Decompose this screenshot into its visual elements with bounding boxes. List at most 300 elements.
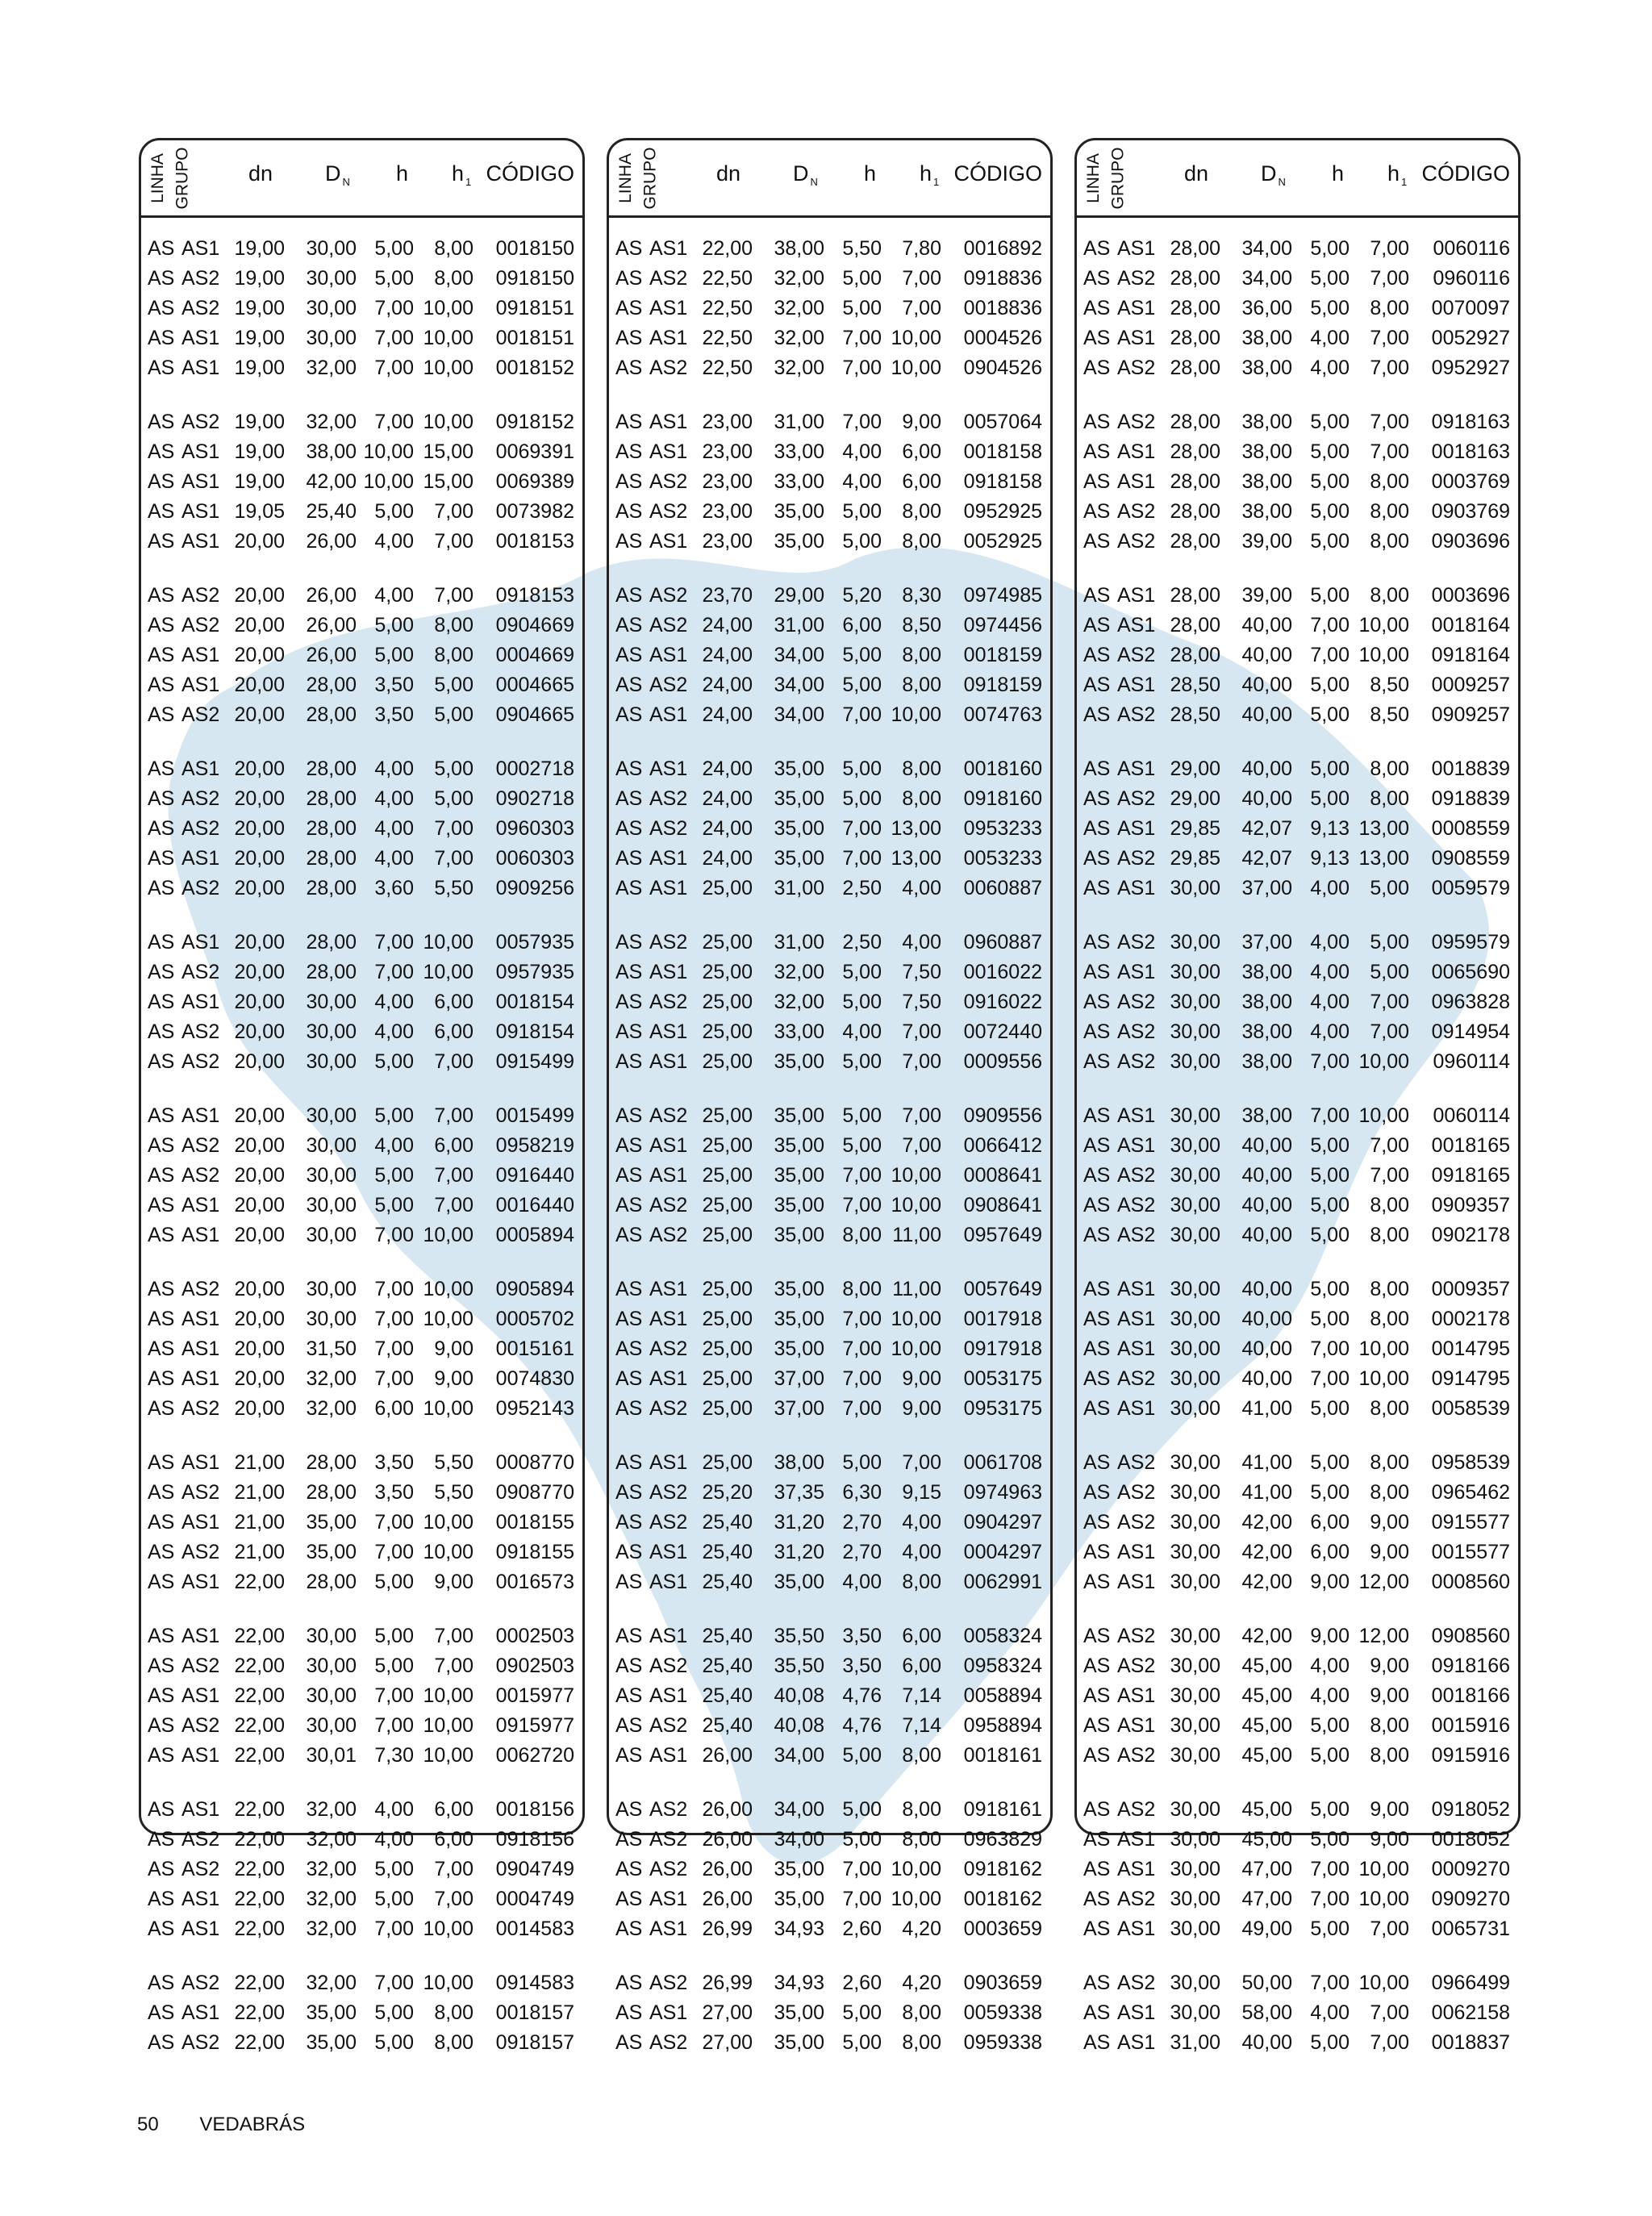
cell-grupo: AS1 [1117, 584, 1156, 607]
cell-linha: AS [148, 1541, 175, 1563]
cell-dn: 29,85 [1170, 847, 1220, 870]
cell-h1: 8,00 [1370, 297, 1409, 319]
cell-h1: 8,00 [1370, 1714, 1409, 1737]
cell-codigo: 0018157 [495, 2001, 574, 2024]
cell-h: 4,00 [374, 584, 414, 607]
cell-dn: 22,00 [702, 237, 753, 260]
cell-h: 4,00 [1310, 961, 1350, 983]
cell-h1: 9,00 [902, 1397, 941, 1420]
cell-codigo: 0015161 [495, 1338, 574, 1360]
cell-grupo: AS1 [1117, 757, 1156, 780]
cell-DN: 38,00 [1241, 357, 1292, 379]
cell-DN: 32,00 [306, 1798, 357, 1821]
cell-codigo: 0004749 [495, 1888, 574, 1910]
cell-h: 5,00 [374, 500, 414, 523]
cell-h: 4,00 [1310, 357, 1350, 379]
cell-dn: 20,00 [234, 991, 285, 1013]
table-header [1077, 140, 1518, 218]
cell-codigo: 0018052 [1431, 1828, 1510, 1851]
cell-linha: AS [148, 237, 175, 260]
cell-DN: 26,00 [306, 644, 357, 666]
cell-codigo: 0908770 [495, 1481, 574, 1504]
cell-h1: 5,00 [434, 703, 473, 726]
cell-grupo: AS2 [649, 1338, 688, 1360]
cell-dn: 24,00 [702, 674, 753, 696]
cell-dn: 30,00 [1170, 1194, 1220, 1217]
cell-DN: 45,00 [1241, 1714, 1292, 1737]
cell-h1: 15,00 [423, 470, 473, 493]
cell-h: 5,00 [1310, 1308, 1350, 1330]
row-group [609, 1275, 1050, 1424]
cell-h: 5,00 [842, 674, 882, 696]
table-row [1077, 1914, 1518, 1944]
cell-h: 5,00 [374, 614, 414, 636]
cell-dn: 20,00 [234, 1164, 285, 1187]
table-row [609, 2028, 1050, 2058]
cell-dn: 28,00 [1170, 584, 1220, 607]
cell-linha: AS [615, 1684, 643, 1707]
cell-codigo: 0952927 [1431, 357, 1510, 379]
cell-DN: 45,00 [1241, 1798, 1292, 1821]
cell-DN: 45,00 [1241, 1744, 1292, 1767]
cell-codigo: 0069391 [495, 440, 574, 463]
table-row [609, 1825, 1050, 1855]
cell-h: 5,00 [842, 530, 882, 553]
cell-dn: 24,00 [702, 644, 753, 666]
table-body [1077, 234, 1518, 2082]
cell-codigo: 0916022 [963, 991, 1042, 1013]
table-row [609, 1161, 1050, 1191]
cell-linha: AS [1083, 931, 1111, 954]
cell-grupo: AS2 [1117, 1367, 1156, 1390]
cell-linha: AS [148, 1451, 175, 1474]
table-row [1077, 1334, 1518, 1364]
table-row [609, 844, 1050, 874]
cell-h: 5,00 [842, 1451, 882, 1474]
cell-DN: 31,00 [774, 931, 824, 954]
cell-h: 4,00 [1310, 1655, 1350, 1677]
cell-h1: 8,00 [1370, 500, 1409, 523]
cell-grupo: AS1 [1117, 1541, 1156, 1563]
cell-codigo: 0958539 [1431, 1451, 1510, 1474]
cell-dn: 29,85 [1170, 817, 1220, 840]
cell-h1: 8,00 [1370, 1481, 1409, 1504]
cell-linha: AS [615, 1972, 643, 1994]
cell-codigo: 0903696 [1431, 530, 1510, 553]
cell-grupo: AS1 [649, 2001, 688, 2024]
cell-DN: 34,00 [1241, 267, 1292, 290]
cell-h: 5,00 [1310, 1164, 1350, 1187]
cell-h: 7,00 [842, 1338, 882, 1360]
cell-codigo: 0018839 [1431, 757, 1510, 780]
cell-h: 9,00 [1310, 1571, 1350, 1593]
cell-linha: AS [615, 1050, 643, 1073]
cell-grupo: AS2 [1117, 411, 1156, 433]
cell-h1: 8,50 [1370, 703, 1409, 726]
cell-linha: AS [615, 1828, 643, 1851]
cell-dn: 20,00 [234, 877, 285, 899]
cell-linha: AS [615, 1278, 643, 1300]
cell-grupo: AS1 [181, 1338, 220, 1360]
cell-codigo: 0018837 [1431, 2031, 1510, 2054]
row-group [609, 407, 1050, 557]
cell-h1: 7,00 [434, 1858, 473, 1880]
cell-linha: AS [615, 1858, 643, 1880]
cell-grupo: AS1 [1117, 2001, 1156, 2024]
cell-h: 5,00 [842, 2031, 882, 2054]
cell-linha: AS [615, 1224, 643, 1246]
cell-DN: 30,00 [306, 1134, 357, 1157]
cell-linha: AS [1083, 1020, 1111, 1043]
cell-DN: 35,00 [306, 2031, 357, 2054]
cell-h1: 7,00 [434, 817, 473, 840]
row-group [609, 1101, 1050, 1250]
cell-DN: 41,00 [1241, 1451, 1292, 1474]
table-row [609, 1998, 1050, 2028]
cell-h: 5,00 [1310, 1397, 1350, 1420]
cell-h: 5,00 [1310, 470, 1350, 493]
cell-linha: AS [615, 703, 643, 726]
cell-linha: AS [148, 1338, 175, 1360]
cell-grupo: AS1 [649, 1367, 688, 1390]
cell-codigo: 0018159 [963, 644, 1042, 666]
cell-DN: 31,00 [774, 877, 824, 899]
cell-DN: 40,00 [1241, 757, 1292, 780]
table-row [1077, 1304, 1518, 1334]
table-panel-3 [1074, 138, 1521, 2054]
cell-grupo: AS1 [181, 644, 220, 666]
cell-linha: AS [1083, 2001, 1111, 2024]
cell-DN: 47,00 [1241, 1888, 1292, 1910]
cell-DN: 37,00 [774, 1397, 824, 1420]
cell-h1: 8,00 [1370, 1278, 1409, 1300]
cell-DN: 39,00 [1241, 530, 1292, 553]
table-row [141, 1017, 582, 1047]
table-row [1077, 1508, 1518, 1538]
cell-grupo: AS1 [1117, 817, 1156, 840]
cell-h: 8,00 [842, 1278, 882, 1300]
cell-linha: AS [615, 440, 643, 463]
cell-codigo: 0053233 [963, 847, 1042, 870]
cell-h: 7,00 [842, 411, 882, 433]
cell-h1: 10,00 [1358, 1104, 1409, 1127]
cell-h1: 7,00 [434, 500, 473, 523]
cell-linha: AS [615, 931, 643, 954]
cell-linha: AS [1083, 470, 1111, 493]
cell-codigo: 0918162 [963, 1858, 1042, 1880]
cell-dn: 19,00 [234, 440, 285, 463]
cell-dn: 20,00 [234, 817, 285, 840]
cell-codigo: 0004297 [963, 1541, 1042, 1563]
cell-h1: 7,00 [1370, 1164, 1409, 1187]
cell-DN: 38,00 [1241, 411, 1292, 433]
cell-DN: 28,00 [306, 1481, 357, 1504]
cell-DN: 28,00 [306, 877, 357, 899]
cell-grupo: AS1 [181, 1888, 220, 1910]
table-row [1077, 1998, 1518, 2028]
table-row [141, 1394, 582, 1424]
cell-h: 5,00 [374, 1625, 414, 1647]
cell-DN: 34,00 [774, 1828, 824, 1851]
table-row [1077, 1478, 1518, 1508]
cell-grupo: AS1 [649, 1308, 688, 1330]
cell-codigo: 0953233 [963, 817, 1042, 840]
cell-DN: 28,00 [306, 1571, 357, 1593]
cell-grupo: AS1 [649, 1164, 688, 1187]
cell-grupo: AS1 [1117, 1571, 1156, 1593]
cell-dn: 25,00 [702, 1020, 753, 1043]
cell-DN: 38,00 [306, 440, 357, 463]
cell-h1: 7,00 [1370, 327, 1409, 349]
cell-grupo: AS2 [181, 703, 220, 726]
cell-codigo: 0016892 [963, 237, 1042, 260]
cell-h: 7,00 [1310, 1104, 1350, 1127]
cell-h: 7,00 [842, 1858, 882, 1880]
table-row [609, 1855, 1050, 1884]
cell-dn: 26,00 [702, 1828, 753, 1851]
cell-grupo: AS2 [1117, 1224, 1156, 1246]
cell-h1: 8,00 [434, 2031, 473, 2054]
cell-h1: 7,00 [434, 1164, 473, 1187]
cell-h: 5,00 [1310, 1224, 1350, 1246]
cell-codigo: 0070097 [1431, 297, 1510, 319]
cell-codigo: 0014795 [1431, 1338, 1510, 1360]
table-row [141, 1101, 582, 1131]
cell-codigo: 0015916 [1431, 1714, 1510, 1737]
cell-linha: AS [148, 2031, 175, 2054]
cell-codigo: 0062720 [495, 1744, 574, 1767]
cell-codigo: 0918153 [495, 584, 574, 607]
cell-dn: 25,40 [702, 1655, 753, 1677]
cell-h1: 8,50 [902, 614, 941, 636]
cell-dn: 30,00 [1170, 1050, 1220, 1073]
cell-DN: 35,00 [774, 1164, 824, 1187]
cell-DN: 30,00 [306, 327, 357, 349]
cell-linha: AS [1083, 500, 1111, 523]
cell-DN: 42,00 [1241, 1541, 1292, 1563]
cell-grupo: AS1 [181, 1194, 220, 1217]
cell-dn: 20,00 [234, 931, 285, 954]
cell-linha: AS [148, 614, 175, 636]
cell-h1: 10,00 [1358, 1050, 1409, 1073]
row-group [141, 234, 582, 383]
table-row [141, 958, 582, 987]
cell-h: 5,00 [842, 991, 882, 1013]
cell-dn: 26,00 [702, 1888, 753, 1910]
cell-dn: 20,00 [234, 787, 285, 810]
cell-DN: 35,00 [774, 787, 824, 810]
cell-h1: 8,00 [1370, 584, 1409, 607]
cell-grupo: AS2 [649, 267, 688, 290]
cell-linha: AS [615, 1338, 643, 1360]
cell-grupo: AS1 [649, 877, 688, 899]
table-row [1077, 1101, 1518, 1131]
table-row [141, 1161, 582, 1191]
cell-linha: AS [615, 1571, 643, 1593]
cell-h: 7,00 [374, 1338, 414, 1360]
cell-grupo: AS1 [1117, 1134, 1156, 1157]
cell-h1: 4,00 [902, 1511, 941, 1534]
cell-grupo: AS2 [1117, 1972, 1156, 1994]
cell-dn: 29,00 [1170, 787, 1220, 810]
cell-grupo: AS2 [181, 961, 220, 983]
cell-linha: AS [615, 1714, 643, 1737]
cell-dn: 25,00 [702, 877, 753, 899]
cell-dn: 30,00 [1170, 961, 1220, 983]
cell-h1: 7,00 [434, 584, 473, 607]
cell-codigo: 0018164 [1431, 614, 1510, 636]
table-row [1077, 2028, 1518, 2058]
cell-h1: 8,00 [902, 1744, 941, 1767]
cell-grupo: AS1 [649, 1888, 688, 1910]
cell-h: 8,00 [842, 1224, 882, 1246]
cell-linha: AS [615, 1308, 643, 1330]
cell-h: 4,00 [1310, 1020, 1350, 1043]
cell-dn: 22,00 [234, 1744, 285, 1767]
cell-linha: AS [148, 931, 175, 954]
cell-h: 5,00 [842, 644, 882, 666]
cell-dn: 22,50 [702, 267, 753, 290]
table-header [141, 140, 582, 218]
cell-h: 7,00 [842, 357, 882, 379]
cell-DN: 32,00 [306, 1972, 357, 1994]
cell-codigo: 0065690 [1431, 961, 1510, 983]
cell-h1: 10,00 [423, 1714, 473, 1737]
cell-dn: 25,20 [702, 1481, 753, 1504]
cell-linha: AS [148, 1684, 175, 1707]
cell-linha: AS [615, 411, 643, 433]
cell-linha: AS [1083, 847, 1111, 870]
cell-h: 7,00 [374, 961, 414, 983]
cell-h: 7,00 [374, 357, 414, 379]
cell-h1: 10,00 [891, 1858, 941, 1880]
cell-dn: 30,00 [1170, 1684, 1220, 1707]
cell-dn: 30,00 [1170, 1541, 1220, 1563]
table-row [141, 1998, 582, 2028]
cell-codigo: 0018158 [963, 440, 1042, 463]
table-row [141, 1651, 582, 1681]
table-row [141, 1567, 582, 1597]
cell-codigo: 0018156 [495, 1798, 574, 1821]
header-h: h [396, 161, 409, 186]
header-codigo: CÓDIGO [486, 161, 574, 186]
cell-dn: 19,05 [234, 500, 285, 523]
cell-linha: AS [1083, 1655, 1111, 1677]
table-row [609, 264, 1050, 294]
table-panel-1 [139, 138, 585, 2054]
cell-dn: 22,00 [234, 2001, 285, 2024]
cell-DN: 35,00 [306, 1541, 357, 1563]
table-row [609, 527, 1050, 557]
cell-h: 2,60 [842, 1918, 882, 1940]
cell-linha: AS [1083, 1194, 1111, 1217]
cell-DN: 34,00 [1241, 237, 1292, 260]
cell-h1: 13,00 [891, 847, 941, 870]
cell-h1: 8,00 [902, 644, 941, 666]
cell-codigo: 0052927 [1431, 327, 1510, 349]
cell-linha: AS [1083, 1744, 1111, 1767]
cell-dn: 20,00 [234, 961, 285, 983]
cell-dn: 24,00 [702, 817, 753, 840]
cell-linha: AS [1083, 644, 1111, 666]
cell-h: 5,00 [1310, 1714, 1350, 1737]
cell-codigo: 0009556 [963, 1050, 1042, 1073]
table-row [1077, 1825, 1518, 1855]
cell-dn: 30,00 [1170, 1888, 1220, 1910]
cell-codigo: 0903769 [1431, 500, 1510, 523]
cell-dn: 27,00 [702, 2001, 753, 2024]
cell-h: 4,76 [842, 1684, 882, 1707]
cell-dn: 25,00 [702, 1164, 753, 1187]
cell-linha: AS [615, 961, 643, 983]
cell-codigo: 0918163 [1431, 411, 1510, 433]
cell-codigo: 0018166 [1431, 1684, 1510, 1707]
cell-grupo: AS2 [649, 1714, 688, 1737]
cell-dn: 28,00 [1170, 357, 1220, 379]
cell-linha: AS [148, 1888, 175, 1910]
cell-dn: 30,00 [1170, 931, 1220, 954]
cell-h: 9,13 [1310, 847, 1350, 870]
row-group [1077, 1795, 1518, 1944]
cell-linha: AS [1083, 584, 1111, 607]
cell-codigo: 0952925 [963, 500, 1042, 523]
cell-linha: AS [148, 703, 175, 726]
cell-h: 5,00 [1310, 703, 1350, 726]
cell-h1: 15,00 [423, 440, 473, 463]
table-row [1077, 467, 1518, 497]
cell-DN: 26,00 [306, 584, 357, 607]
cell-DN: 32,00 [306, 1888, 357, 1910]
cell-DN: 40,00 [1241, 1224, 1292, 1246]
table-row [609, 784, 1050, 814]
table-row [1077, 1047, 1518, 1077]
cell-h: 4,00 [374, 817, 414, 840]
cell-h: 7,00 [842, 327, 882, 349]
cell-codigo: 0066412 [963, 1134, 1042, 1157]
cell-codigo: 0005702 [495, 1308, 574, 1330]
cell-grupo: AS1 [649, 237, 688, 260]
row-group [609, 234, 1050, 383]
cell-DN: 31,20 [774, 1541, 824, 1563]
table-row [141, 1711, 582, 1741]
cell-codigo: 0903659 [963, 1972, 1042, 1994]
cell-h: 4,00 [1310, 2001, 1350, 2024]
cell-linha: AS [1083, 357, 1111, 379]
table-row [141, 1914, 582, 1944]
table-row [609, 1795, 1050, 1825]
cell-dn: 30,00 [1170, 1511, 1220, 1534]
cell-h1: 7,00 [1370, 1020, 1409, 1043]
cell-codigo: 0016022 [963, 961, 1042, 983]
cell-linha: AS [148, 1571, 175, 1593]
cell-linha: AS [615, 1744, 643, 1767]
cell-linha: AS [615, 1918, 643, 1940]
cell-h: 3,50 [374, 1451, 414, 1474]
cell-dn: 25,00 [702, 1278, 753, 1300]
cell-codigo: 0958324 [963, 1655, 1042, 1677]
cell-codigo: 0960887 [963, 931, 1042, 954]
cell-linha: AS [615, 757, 643, 780]
cell-h1: 7,00 [1370, 357, 1409, 379]
table-row [141, 611, 582, 641]
cell-linha: AS [148, 1164, 175, 1187]
cell-codigo: 0018155 [495, 1511, 574, 1534]
cell-codigo: 0015577 [1431, 1541, 1510, 1563]
cell-h: 7,00 [374, 327, 414, 349]
cell-h1: 5,00 [1370, 931, 1409, 954]
cell-codigo: 0909556 [963, 1104, 1042, 1127]
cell-linha: AS [615, 817, 643, 840]
